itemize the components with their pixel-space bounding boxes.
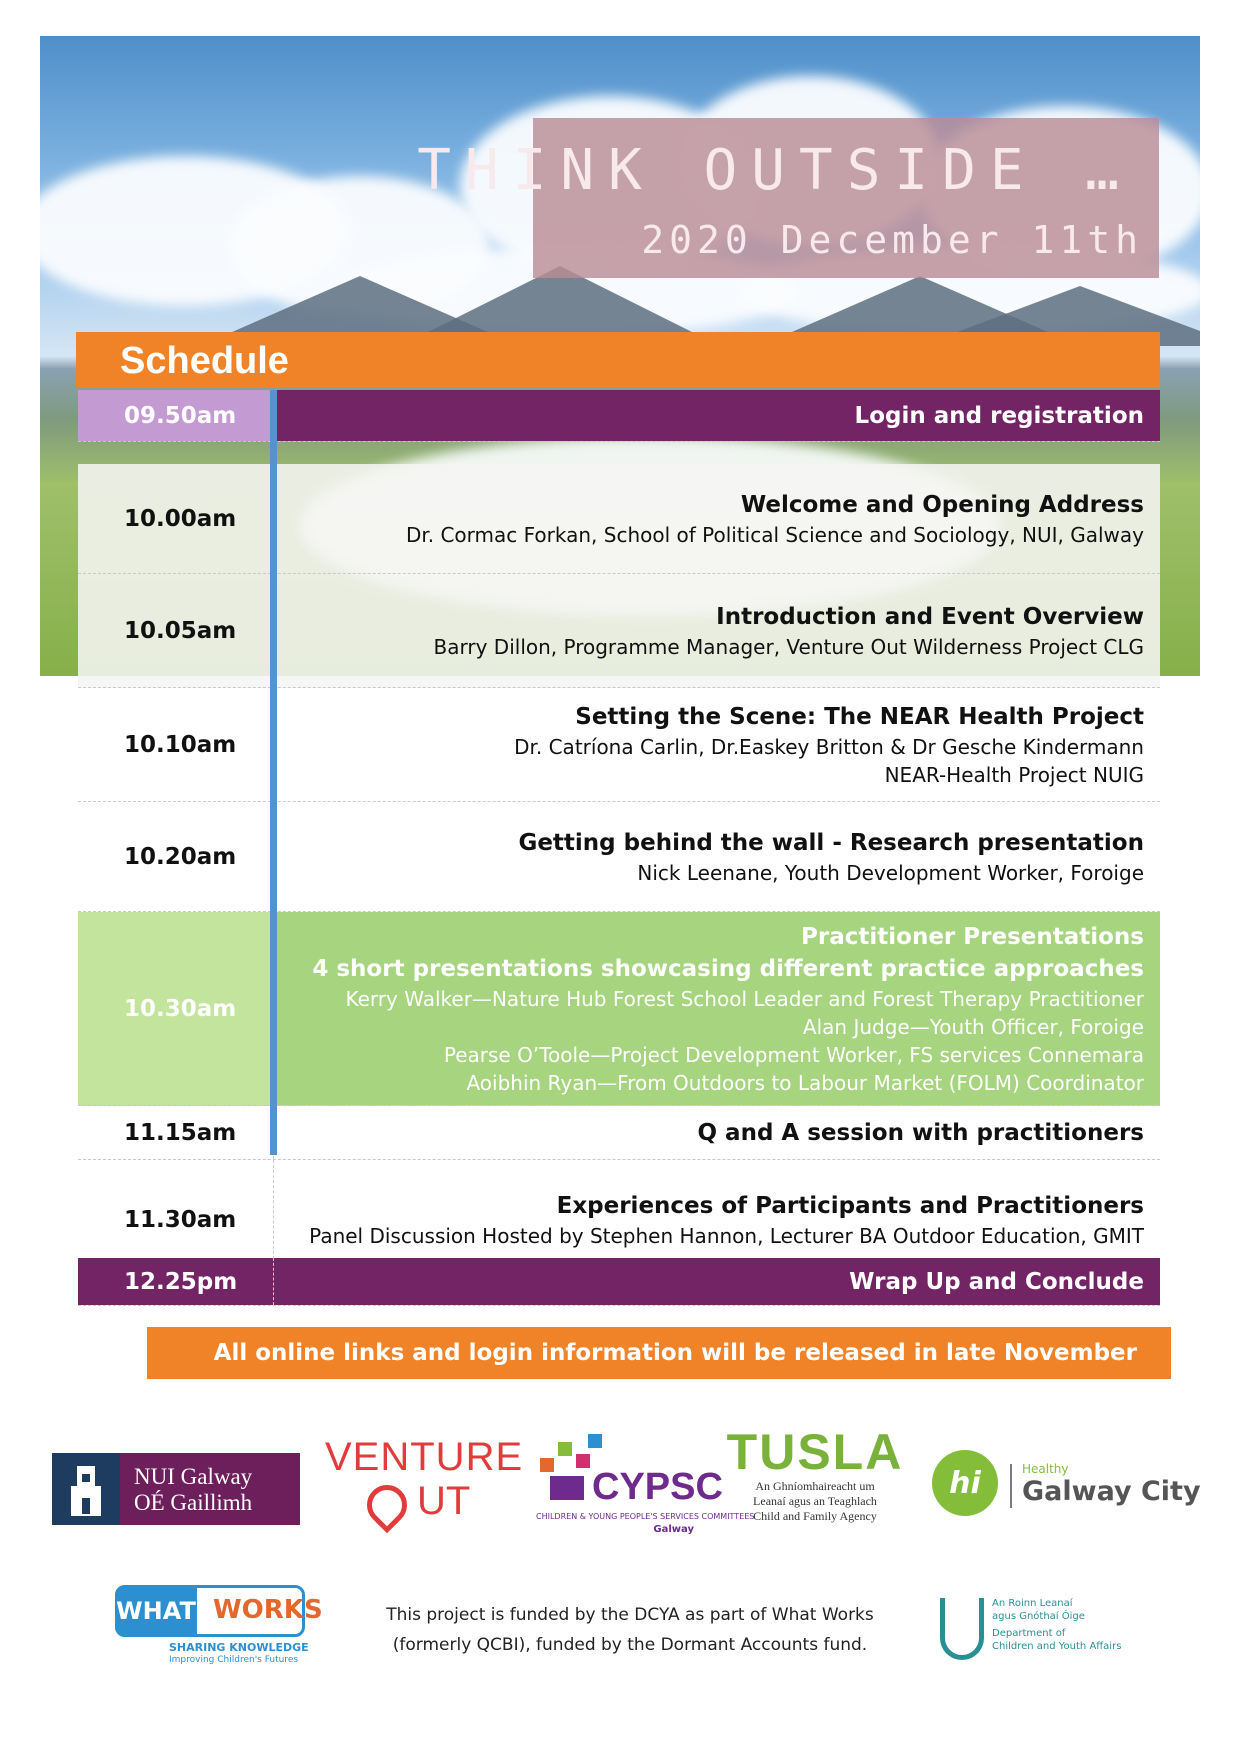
event-detail: Dr. Cormac Forkan, School of Political Science and Sociology, NUI, Galway [405,522,1144,547]
block-icon [558,1442,572,1456]
time-cell: 11.30am [78,1160,274,1279]
event-detail: Pearse O’Toole—Project Development Worker, FS services Connemara [443,1042,1144,1067]
funding-note [350,1600,910,1660]
event-title: Practitioner Presentations [801,923,1144,950]
block-icon [540,1458,554,1472]
event-subtitle: 4 short presentations showcasing different practice approaches [312,955,1144,982]
block-icon [576,1454,590,1468]
event-title: Getting behind the wall - Research presentation [518,829,1144,856]
table-row [78,390,1160,442]
whatworks-tagline: SHARING KNOWLEDGE [169,1641,309,1654]
healthy-galway-logo [932,1450,1201,1522]
event-detail: Dr. Catríona Carlin, Dr.Easkey Britton & Dr Gesche Kindermann [514,734,1144,759]
venture-line2: UT [417,1479,471,1523]
block-icon [588,1434,602,1448]
event-detail: NEAR-Health Project NUIG [884,762,1144,787]
event-title: Experiences of Participants and Practitioners [556,1192,1144,1219]
dcya-line4: Children and Youth Affairs [992,1641,1122,1652]
event-detail: Alan Judge—Youth Officer, Foroige [802,1014,1144,1039]
tower-icon [52,1453,120,1525]
time-cell: 10.00am [78,464,274,573]
table-row [78,802,1160,912]
nui-galway-logo [52,1453,300,1525]
tusla-logo [725,1425,905,1535]
time-cell: 10.05am [78,574,274,687]
harp-icon [940,1598,984,1660]
tusla-line3: Child and Family Agency [753,1509,877,1523]
time-cell: 09.50am [78,390,274,441]
dcya-line3: Department of [992,1628,1066,1639]
cypsc-place: Galway [653,1524,694,1535]
nui-line2: OÉ Gaillimh [134,1490,253,1515]
title-banner [417,118,1159,278]
venture-line1: VENTURE [325,1435,524,1479]
cypsc-name: CYPSC [592,1466,723,1508]
event-title: THINK OUTSIDE … [417,138,1133,203]
cypsc-logo [530,1428,755,1536]
tusla-name: TUSLA [726,1424,904,1480]
healthy-big: Galway City [1022,1476,1201,1507]
event-detail: Barry Dillon, Programme Manager, Venture Out Wilderness Project CLG [433,634,1144,659]
works-text: WORKS [213,1595,323,1625]
tusla-line1: An Ghníomhaireacht um [755,1479,875,1493]
timeline-line [270,390,277,1155]
time-cell: 10.10am [78,688,274,801]
block-icon [550,1476,584,1500]
event-detail: Aoibhin Ryan—From Outdoors to Labour Market (FOLM) Coordinator [466,1070,1144,1095]
table-row [78,912,1160,1106]
nui-line1: NUI Galway [134,1464,253,1489]
time-cell: 12.25pm [78,1258,274,1305]
dcya-logo [940,1598,1140,1668]
time-cell: 10.20am [78,802,274,911]
table-row [78,1258,1160,1306]
event-title: Login and registration [854,402,1144,429]
hi-badge-icon: hi [932,1450,998,1516]
dcya-line1: An Roinn Leanaí [992,1598,1073,1609]
cypsc-full: CHILDREN & YOUNG PEOPLE'S SERVICES COMMITTEES [536,1512,755,1521]
funding-line1: This project is funded by the DCYA as part of What Works [386,1605,874,1625]
time-cell: 11.15am [78,1106,274,1159]
table-row [78,688,1160,802]
table-row [78,574,1160,688]
event-detail: Panel Discussion Hosted by Stephen Hannon, Lecturer BA Outdoor Education, GMIT [309,1223,1144,1248]
event-title: Welcome and Opening Address [740,491,1144,518]
what-text: WHAT [115,1585,197,1637]
event-detail: Kerry Walker—Nature Hub Forest School Leader and Forest Therapy Practitioner [345,986,1144,1011]
table-row [78,1106,1160,1160]
schedule-title: Schedule [120,340,289,382]
schedule-header [76,332,1160,388]
tusla-line2: Leanaí agus an Teaghlach [753,1494,877,1508]
event-title: Wrap Up and Conclude [849,1268,1144,1295]
notice-banner: All online links and login information will be released in late November [147,1327,1171,1379]
event-detail: Nick Leenane, Youth Development Worker, Foroige [637,860,1144,885]
event-title: Q and A session with practitioners [697,1119,1144,1146]
table-row [78,464,1160,574]
event-date: 2020 December 11th [641,218,1143,262]
event-title: Introduction and Event Overview [716,603,1144,630]
healthy-small: Healthy [1022,1462,1069,1476]
funding-line2: (formerly QCBI), funded by the Dormant Accounts fund. [392,1635,868,1655]
what-works-logo [115,1585,323,1669]
time-cell: 10.30am [78,912,274,1105]
event-title: Setting the Scene: The NEAR Health Project [575,703,1144,730]
whatworks-subtagline: Improving Children's Futures [169,1655,299,1665]
location-pin-icon [359,1477,416,1534]
venture-out-logo [325,1435,524,1543]
dcya-line2: agus Gnóthaí Óige [992,1611,1085,1622]
